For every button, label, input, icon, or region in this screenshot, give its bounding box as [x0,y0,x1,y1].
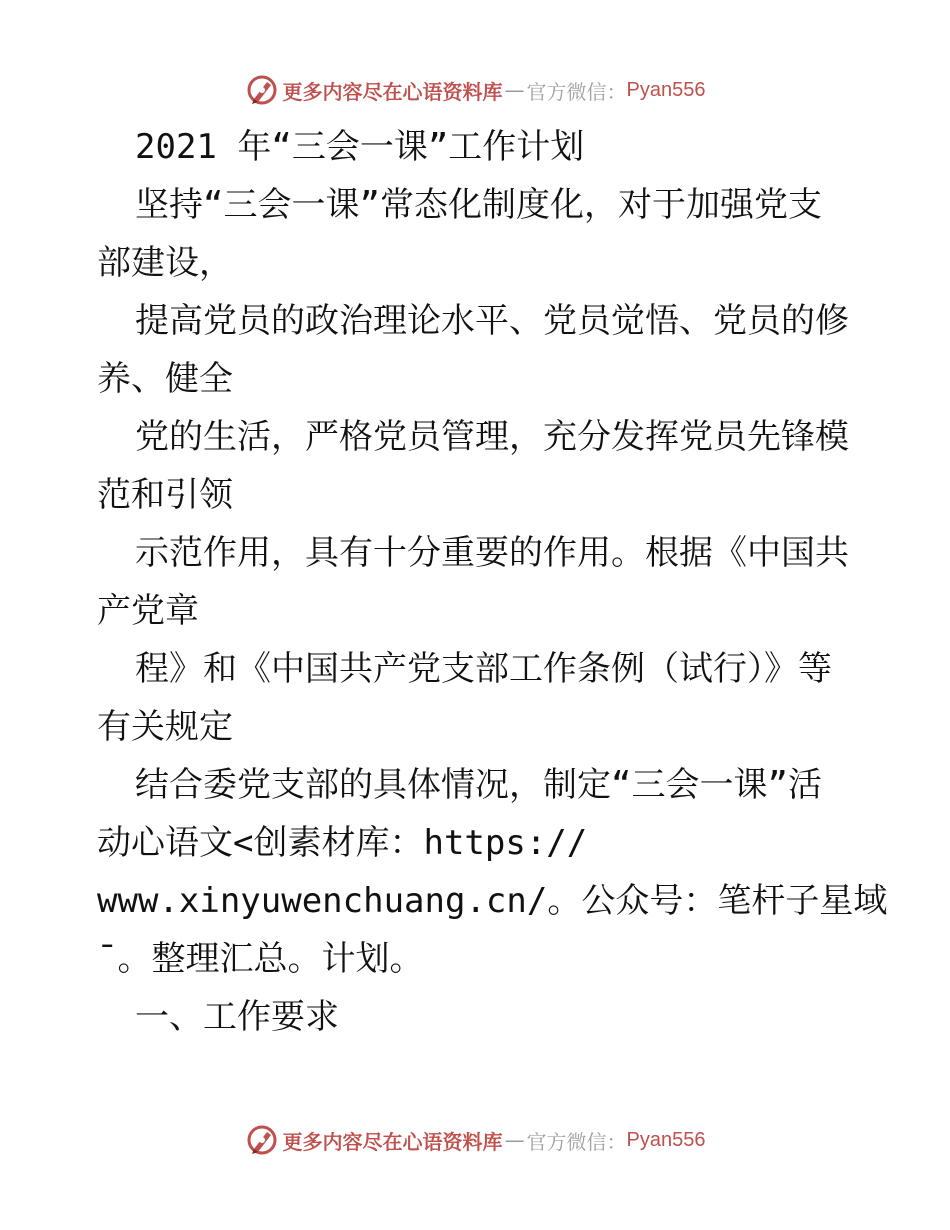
section-heading: 一、工作要求 [135,997,339,1037]
paragraph-line: 提高党员的政治理论水平、党员觉悟、党员的修 [135,301,849,341]
pen-logo-icon [245,73,279,107]
paragraph-line: www.xinyuwenchuang.cn/。公众号：笔杆子星域 [97,881,888,921]
document-body [97,118,888,1046]
document-title: 2021 年“三会一课”工作计划 [135,127,585,167]
paragraph-line: ¯。整理汇总。计划。 [97,939,424,979]
banner-lead-text: 更多内容尽在心语资料库 [282,79,503,104]
pen-logo-icon [245,1123,279,1157]
paragraph-line: 示范作用，具有十分重要的作用。根据《中国共 [135,533,849,573]
paragraph-line: 程》和《中国共产党支部工作条例（试行）》等 [135,649,832,689]
footer-watermark-banner [0,1120,950,1160]
paragraph-line: 动心语文<创素材库：https:// [97,823,588,863]
paragraph-line: 养、健全 [97,359,233,399]
banner-tail-text: 官方微信： [526,79,627,104]
paragraph-line: 部建设， [97,243,233,283]
banner-wechat-id: Pyan556 [626,78,706,101]
header-watermark-banner [0,70,950,110]
banner-wechat-id: Pyan556 [626,1128,706,1151]
banner-lead-text: 更多内容尽在心语资料库 [282,1129,503,1154]
banner-tail-text: 官方微信： [526,1129,627,1154]
paragraph-line: 产党章 [97,591,199,631]
paragraph-line: 结合委党支部的具体情况，制定“三会一课”活 [135,765,822,805]
paragraph-line: 范和引领 [97,475,233,515]
banner-dash: — [504,1128,525,1152]
banner-dash: — [504,78,525,102]
paragraph-line: 坚持“三会一课”常态化制度化，对于加强党支 [135,185,822,225]
paragraph-line: 有关规定 [97,707,233,747]
paragraph-line: 党的生活，严格党员管理，充分发挥党员先锋模 [135,417,849,457]
